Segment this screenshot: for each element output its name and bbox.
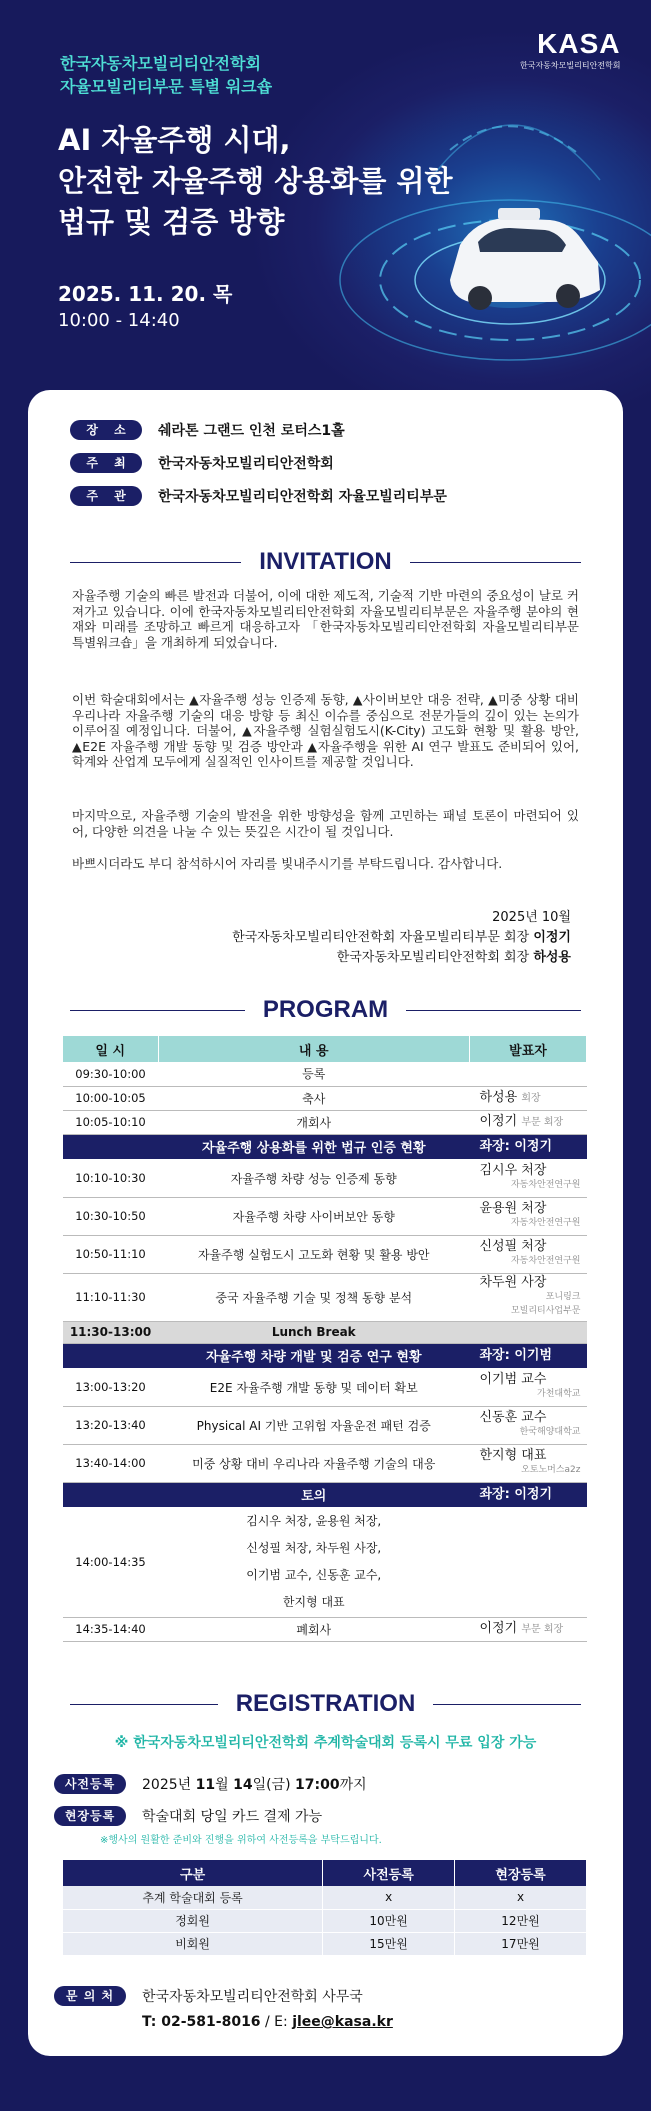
table-row [63, 1507, 587, 1617]
session-blank [63, 1134, 158, 1159]
table-row [63, 1617, 587, 1641]
divider [406, 1010, 581, 1011]
info-value: 한국자동차모빌리티안전학회 자율모빌리티부문 [158, 489, 447, 505]
row-content: 등록 [158, 1062, 470, 1086]
hero-banner [0, 0, 651, 400]
logo-subtitle: 한국자동차모빌리티안전학회 [520, 61, 621, 70]
row-content: 미중 상황 대비 우리나라 자율주행 기술의 대응 [158, 1444, 470, 1482]
fee-onsite: 12만원 [455, 1909, 587, 1932]
info-label: 주 관 [70, 486, 142, 506]
row-speaker [470, 1444, 587, 1482]
row-time: 10:30-10:50 [63, 1197, 158, 1235]
row-speaker [470, 1086, 587, 1110]
table-header-row [63, 1860, 587, 1886]
divider [70, 1010, 245, 1011]
fee-col-pre: 사전등록 [323, 1860, 455, 1886]
speaker-name: 이정기 [479, 1620, 518, 1636]
panel-line: 김시우 처장, 윤용원 처장, [246, 1514, 382, 1528]
table-row [63, 1932, 587, 1955]
row-speaker [470, 1368, 587, 1406]
speaker-name: 하성용 [479, 1089, 518, 1105]
invitation-paragraph: 바쁘시더라도 부디 참석하시어 자리를 빛내주시기를 부탁드립니다. 감사합니다. [72, 856, 503, 871]
speaker-role: 부문 회장 [521, 1623, 564, 1635]
section-title: PROGRAM [262, 996, 389, 1023]
row-speaker [470, 1321, 587, 1343]
row-time: 11:30-13:00 [63, 1321, 158, 1343]
signature-name: 하성용 [533, 950, 571, 965]
signature-org: 한국자동차모빌리티안전학회 회장 [336, 950, 530, 965]
row-content: 자율주행 실험도시 고도화 현황 및 활용 방안 [158, 1235, 470, 1273]
session-title: 자율주행 상용화를 위한 법규 인증 현황 [158, 1134, 470, 1159]
row-content: 개회사 [158, 1110, 470, 1134]
speaker-name: 김시우 처장 [479, 1163, 547, 1178]
row-time: 09:30-10:00 [63, 1062, 158, 1086]
deadline-part: 11 [195, 1777, 216, 1793]
deadline-part: 월 [215, 1777, 234, 1793]
speaker-affiliation: 가천대학교 [537, 1389, 581, 1399]
row-content: 자율주행 차량 성능 인증제 동향 [158, 1159, 470, 1197]
fee-col-type: 구분 [63, 1860, 323, 1886]
divider [433, 1704, 581, 1705]
section-title: REGISTRATION [235, 1690, 416, 1717]
deadline-part: 14 [233, 1777, 253, 1793]
signature-date: 2025년 10월 [492, 910, 571, 925]
speaker-affiliation: 자동차안전연구원 [510, 1218, 581, 1228]
content-card [28, 390, 623, 2056]
signature-block [232, 908, 571, 968]
row-content: 중국 자율주행 기술 및 정책 동향 분석 [158, 1273, 470, 1321]
row-content: Lunch Break [158, 1321, 470, 1343]
contact-details [142, 2014, 393, 2030]
speaker-name: 차두원 사장 [479, 1275, 547, 1290]
session-chair: 좌장: 이정기 [470, 1482, 587, 1507]
org-title [60, 52, 272, 98]
row-speaker [470, 1617, 587, 1641]
speaker-name: 신성필 처장 [479, 1239, 547, 1254]
deadline-part: 까지 [339, 1777, 367, 1793]
org-line: 한국자동차모빌리티안전학회 [60, 54, 261, 73]
panel-members [158, 1507, 470, 1617]
speaker-role: 회장 [521, 1092, 541, 1104]
speaker-name: 윤용원 처장 [479, 1201, 547, 1216]
speaker-affiliation: 모빌리티사업부문 [510, 1306, 581, 1316]
row-time: 10:50-11:10 [63, 1235, 158, 1273]
contact-row [54, 1986, 363, 2006]
fee-onsite: x [455, 1886, 587, 1909]
lunch-row [63, 1321, 587, 1343]
page-title [58, 120, 452, 243]
session-title: 토의 [158, 1482, 470, 1507]
row-content: 축사 [158, 1086, 470, 1110]
fee-type: 정회원 [63, 1909, 323, 1932]
fee-type: 비회원 [63, 1932, 323, 1955]
row-speaker [470, 1062, 587, 1086]
free-entry-note: ※ 한국자동차모빌리티안전학회 추계학술대회 등록시 무료 입장 가능 [114, 1735, 537, 1751]
row-speaker [470, 1507, 587, 1617]
title-line: 법규 및 검증 방향 [58, 205, 285, 239]
contact-label: 문 의 처 [54, 1986, 126, 2006]
info-label: 주 최 [70, 453, 142, 473]
program-heading [70, 996, 581, 1024]
row-content: E2E 자율주행 개발 동향 및 데이터 확보 [158, 1368, 470, 1406]
info-host [70, 453, 334, 473]
row-speaker [470, 1110, 587, 1134]
row-time: 13:00-13:20 [63, 1368, 158, 1406]
session-chair: 좌장: 이기범 [470, 1343, 587, 1368]
row-content: Physical AI 기반 고위험 자율운전 패턴 검증 [158, 1406, 470, 1444]
panel-line: 신성필 처장, 차두원 사장, [246, 1541, 382, 1555]
row-speaker [470, 1235, 587, 1273]
row-speaker [470, 1406, 587, 1444]
signature-line [232, 928, 571, 948]
speaker-name: 신동훈 교수 [479, 1410, 547, 1425]
table-row [63, 1886, 587, 1909]
onsite-registration-row [54, 1806, 322, 1826]
row-time: 10:10-10:30 [63, 1159, 158, 1197]
col-time: 일 시 [63, 1036, 158, 1062]
row-speaker [470, 1159, 587, 1197]
row-speaker [470, 1197, 587, 1235]
info-value: 쉐라톤 그랜드 인천 로터스1홀 [158, 423, 345, 439]
onsite-registration-label: 현장등록 [54, 1806, 126, 1826]
event-time: 10:00 - 14:40 [58, 310, 180, 331]
onsite-note: ※행사의 원활한 준비와 진행을 위하여 사전등록을 부탁드립니다. [100, 1835, 382, 1846]
divider [70, 1704, 218, 1705]
col-speaker: 발표자 [470, 1036, 587, 1062]
info-organizer [70, 486, 447, 506]
session-header-row [63, 1343, 587, 1368]
program-table [63, 1036, 587, 1642]
row-content: 폐회사 [158, 1617, 470, 1641]
signature-name: 이정기 [533, 930, 571, 945]
fee-onsite: 17만원 [455, 1932, 587, 1955]
onsite-registration-text: 학술대회 당일 카드 결제 가능 [142, 1809, 323, 1825]
title-line: AI 자율주행 시대, [58, 123, 291, 157]
table-row [63, 1368, 587, 1406]
table-row [63, 1062, 587, 1086]
kasa-logo [520, 30, 620, 71]
info-venue [70, 420, 345, 440]
session-header-row [63, 1482, 587, 1507]
signature-org: 한국자동차모빌리티안전학회 자율모빌리티부문 회장 [232, 930, 530, 945]
fee-pre: 15만원 [323, 1932, 455, 1955]
invitation-heading [70, 548, 581, 576]
speaker-affiliation: 한국해양대학교 [519, 1427, 581, 1437]
table-header-row [63, 1036, 587, 1062]
table-row [63, 1909, 587, 1932]
panel-line: 한지형 대표 [282, 1595, 345, 1609]
workshop-line: 자율모빌리티부문 특별 워크숍 [60, 77, 273, 96]
session-header-row [63, 1134, 587, 1159]
invitation-paragraph: 이번 학술대회에서는 ▲자율주행 성능 인증제 동향, ▲사이버보안 대응 전략, ▲미중 상황 대비 우리나라 자율주행 기술의 대응 방향 등 최신 이슈를 중심으로 전문가들의 깊이 있는 논의가 이루어질 예정입니다. 더불어, ▲자율주행 실험실험도시(K-City) 고도화 현황 및 활용 방안, ▲E2E 자율주행 개발 동향 및 검증 방안과 ▲자율주행을 위한 AI 연구 발표도 준비되어 있어, 학계와 산업계 모두에게 실질적인 인사이트를 제공할 것입니다. [72, 692, 579, 769]
speaker-role: 부문 회장 [521, 1116, 564, 1128]
contact-separator: / E: [260, 2014, 293, 2030]
speaker-affiliation: 자동차안전연구원 [510, 1256, 581, 1266]
table-row [63, 1197, 587, 1235]
invitation-paragraph: 자율주행 기술의 빠른 발전과 더불어, 이에 대한 제도적, 기술적 기반 마련의 중요성이 날로 커져가고 있습니다. 이에 한국자동차모빌리티안전학회 자율모빌리티부문은 자율주행 분야의 현재와 미래를 조망하고 빠르게 대응하고자 「한국자동차모빌리티안전학회 자율모빌리티부문 특별워크숍」을 개최하게 되었습니다. [72, 588, 579, 650]
pre-registration-row [54, 1774, 367, 1794]
session-title: 자율주행 차량 개발 및 검증 연구 현황 [158, 1343, 470, 1368]
table-row [63, 1086, 587, 1110]
deadline-part: 일(금) [252, 1777, 295, 1793]
speaker-name: 이정기 [479, 1113, 518, 1129]
invitation-paragraph: 마지막으로, 자율주행 기술의 발전을 위한 방향성을 함께 고민하는 패널 토론이 마련되어 있어, 다양한 의견을 나눌 수 있는 뜻깊은 시간이 될 것입니다. [72, 808, 579, 839]
row-time: 10:05-10:10 [63, 1110, 158, 1134]
contact-email-link[interactable]: jlee@kasa.kr [292, 2014, 393, 2030]
divider [410, 562, 581, 563]
table-row [63, 1444, 587, 1482]
row-time: 13:20-13:40 [63, 1406, 158, 1444]
fee-pre: 10만원 [323, 1909, 455, 1932]
registration-heading [70, 1690, 581, 1718]
row-time: 13:40-14:00 [63, 1444, 158, 1482]
fee-table [63, 1860, 587, 1956]
fee-type: 추계 학술대회 등록 [63, 1886, 323, 1909]
signature-line [232, 948, 571, 968]
fee-col-onsite: 현장등록 [455, 1860, 587, 1886]
fee-pre: x [323, 1886, 455, 1909]
speaker-affiliation: 오토노머스a2z [521, 1465, 581, 1475]
table-row [63, 1273, 587, 1321]
event-date: 2025. 11. 20. 목 [58, 282, 233, 306]
info-value: 한국자동차모빌리티안전학회 [158, 456, 334, 472]
speaker-affiliation: 자동차안전연구원 [510, 1180, 581, 1190]
panel-line: 이기범 교수, 신동훈 교수, [246, 1568, 382, 1582]
table-row [63, 1159, 587, 1197]
session-blank [63, 1343, 158, 1368]
table-row [63, 1110, 587, 1134]
row-time: 14:35-14:40 [63, 1617, 158, 1641]
title-line: 안전한 자율주행 상용화를 위한 [58, 164, 453, 198]
deadline-part: 2025년 [142, 1777, 196, 1793]
row-time: 10:00-10:05 [63, 1086, 158, 1110]
row-time: 14:00-14:35 [63, 1507, 158, 1617]
speaker-name: 한지형 대표 [479, 1448, 547, 1463]
table-row [63, 1235, 587, 1273]
row-content: 자율주행 차량 사이버보안 동향 [158, 1197, 470, 1235]
speaker-name: 이기범 교수 [479, 1372, 547, 1387]
session-blank [63, 1482, 158, 1507]
pre-registration-label: 사전등록 [54, 1774, 126, 1794]
row-speaker [470, 1273, 587, 1321]
speaker-affiliation: 포니링크 [545, 1292, 581, 1302]
pre-registration-deadline [142, 1774, 367, 1794]
contact-phone: T: 02-581-8016 [142, 2014, 261, 2030]
col-content: 내 용 [158, 1036, 470, 1062]
divider [70, 562, 241, 563]
table-row [63, 1406, 587, 1444]
deadline-part: 17:00 [295, 1777, 340, 1793]
info-label: 장 소 [70, 420, 142, 440]
logo-mark: KASA [537, 28, 621, 59]
row-time: 11:10-11:30 [63, 1273, 158, 1321]
session-chair: 좌장: 이정기 [470, 1134, 587, 1159]
section-title: INVITATION [259, 548, 392, 575]
contact-org: 한국자동차모빌리티안전학회 사무국 [142, 1989, 363, 2005]
